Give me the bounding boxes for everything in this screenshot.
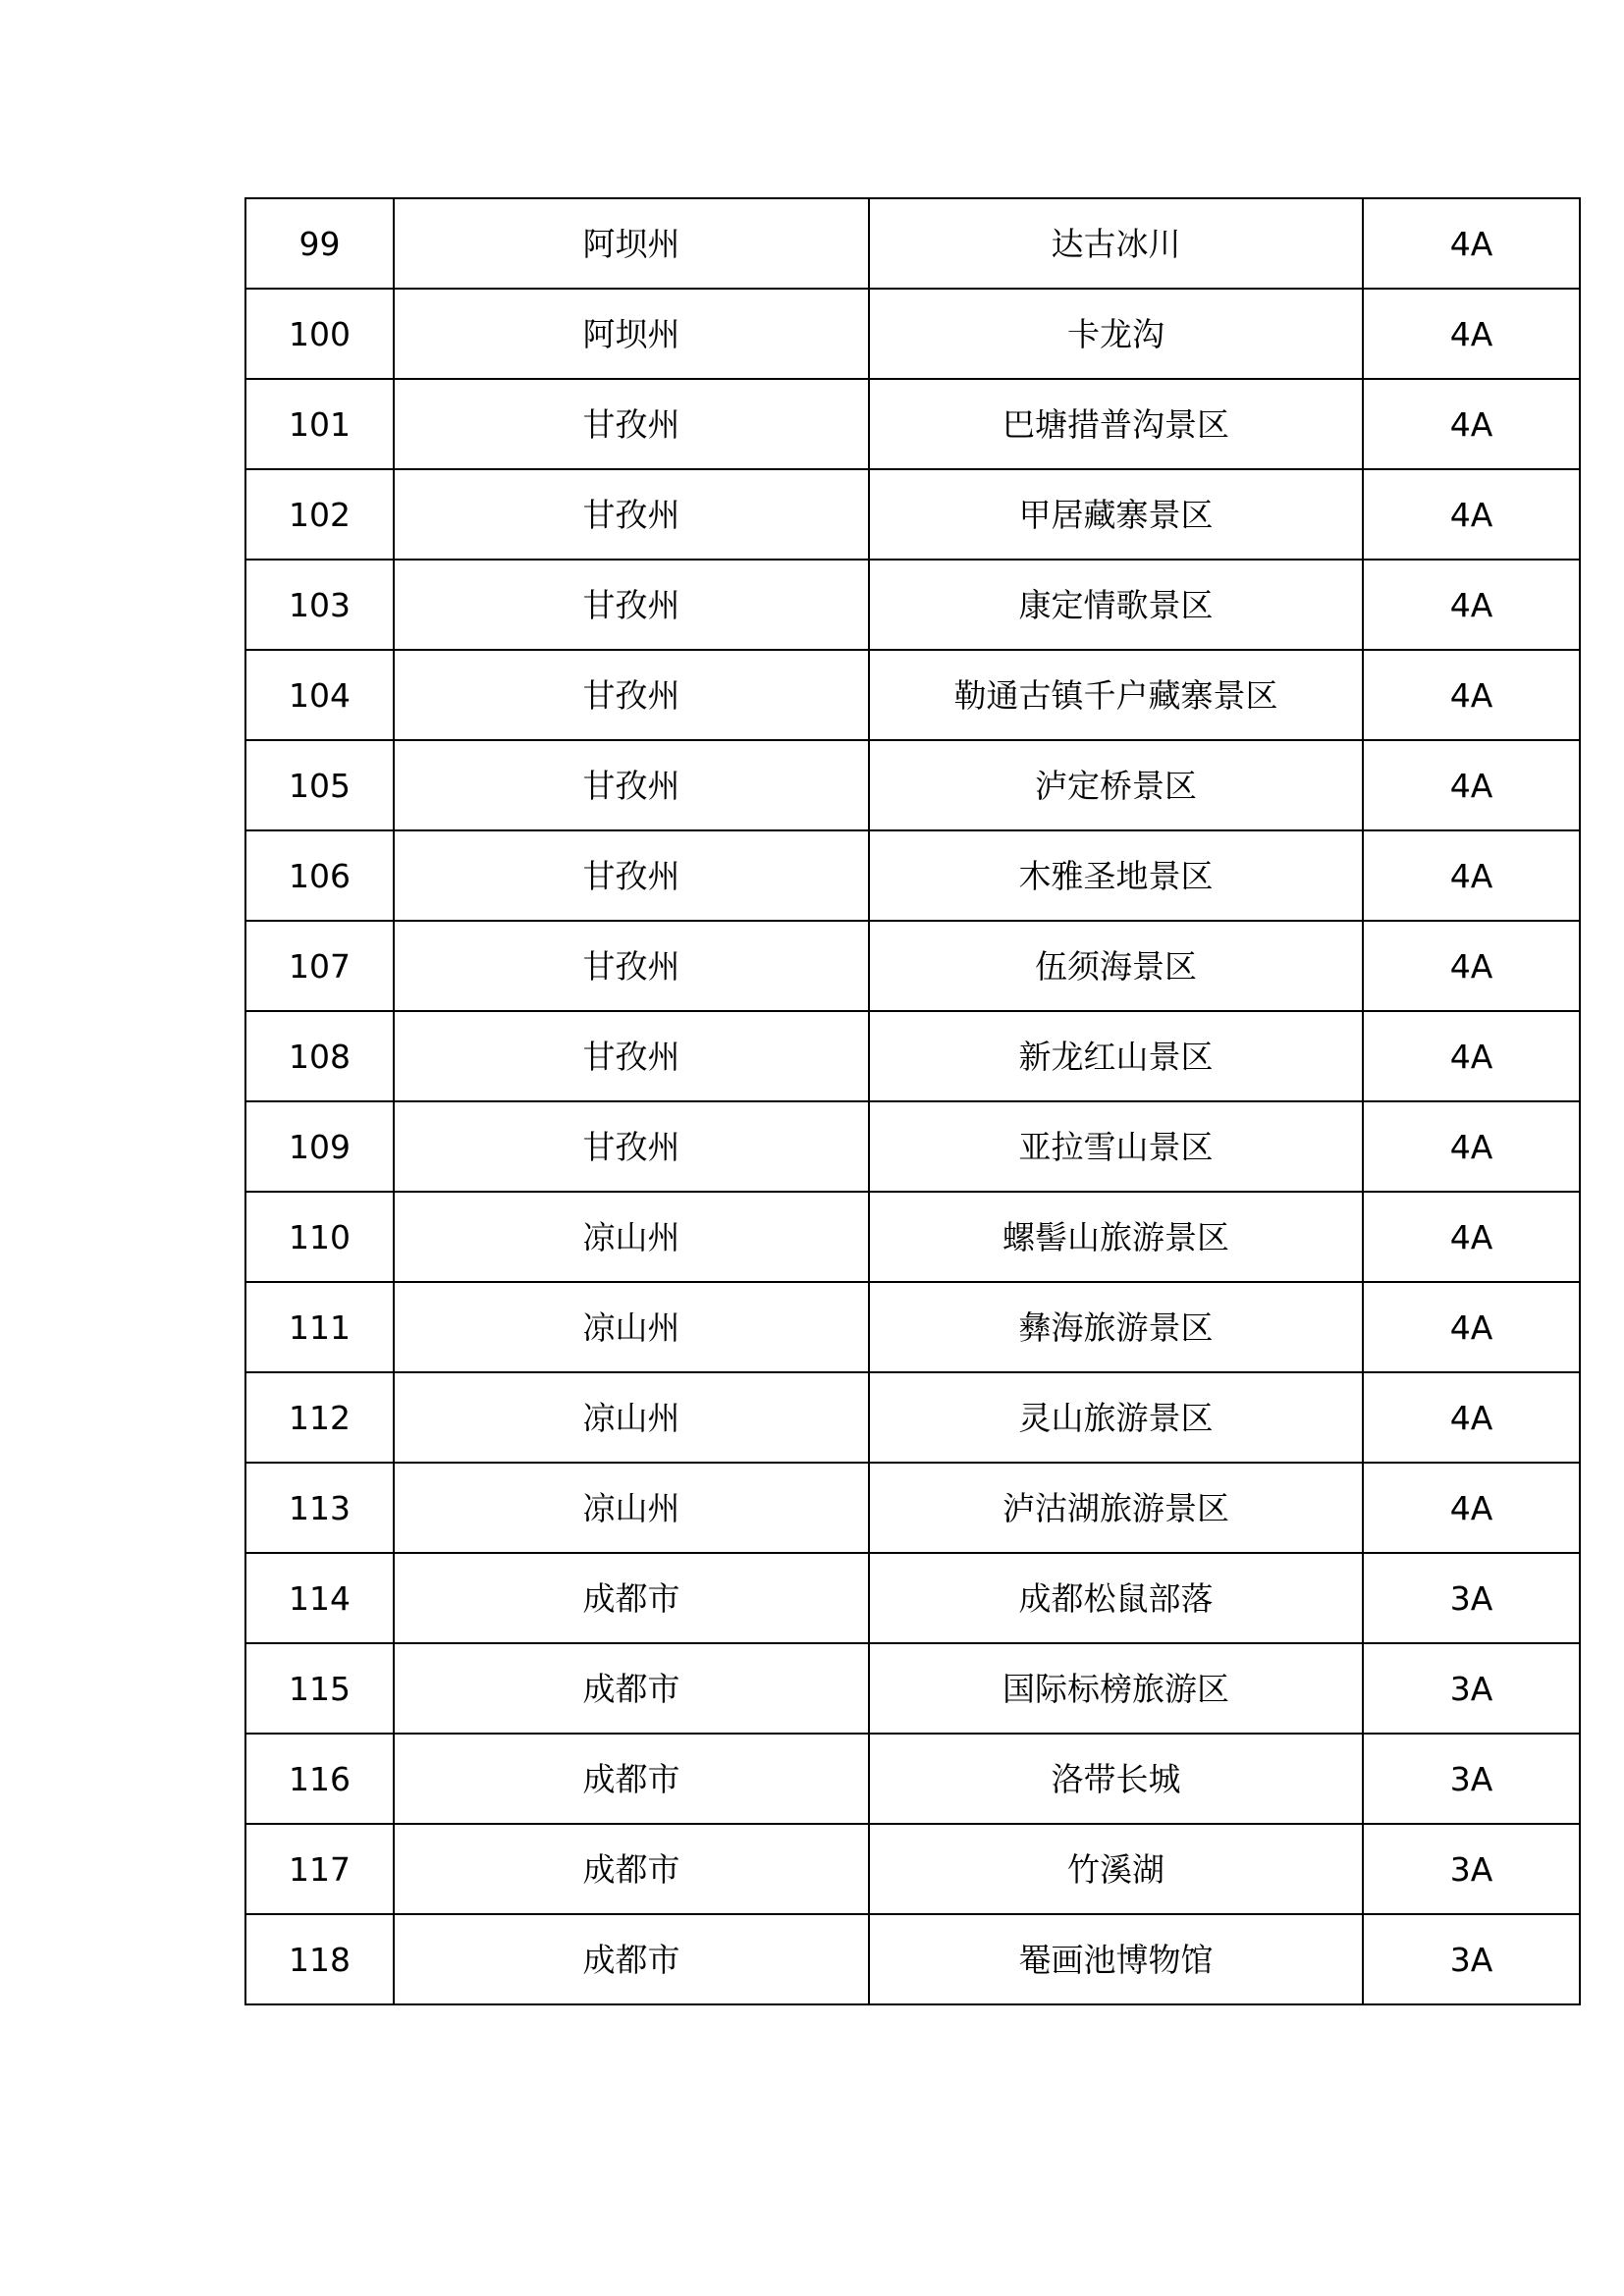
region-cell: 凉山州 bbox=[394, 1192, 869, 1282]
region-cell: 甘孜州 bbox=[394, 830, 869, 921]
grade-level-cell: 4A bbox=[1363, 1372, 1580, 1463]
grade-level-cell: 4A bbox=[1363, 560, 1580, 650]
grade-level-cell: 3A bbox=[1363, 1824, 1580, 1914]
serial-number-cell: 104 bbox=[245, 650, 394, 740]
table-row bbox=[245, 1011, 1580, 1101]
table-row bbox=[245, 1101, 1580, 1192]
serial-number-cell: 103 bbox=[245, 560, 394, 650]
region-cell: 成都市 bbox=[394, 1734, 869, 1824]
grade-level-cell: 4A bbox=[1363, 1101, 1580, 1192]
grade-level-cell: 4A bbox=[1363, 650, 1580, 740]
scenic-name-cell: 康定情歌景区 bbox=[869, 560, 1363, 650]
table-row bbox=[245, 1553, 1580, 1643]
grade-level-cell: 4A bbox=[1363, 289, 1580, 379]
scenic-name-cell: 灵山旅游景区 bbox=[869, 1372, 1363, 1463]
grade-level-cell: 3A bbox=[1363, 1553, 1580, 1643]
region-cell: 成都市 bbox=[394, 1553, 869, 1643]
scenic-name-cell: 达古冰川 bbox=[869, 198, 1363, 289]
serial-number-cell: 108 bbox=[245, 1011, 394, 1101]
serial-number-cell: 114 bbox=[245, 1553, 394, 1643]
scenic-name-cell: 卡龙沟 bbox=[869, 289, 1363, 379]
region-cell: 成都市 bbox=[394, 1914, 869, 2004]
table-row bbox=[245, 740, 1580, 830]
serial-number-cell: 106 bbox=[245, 830, 394, 921]
table-row bbox=[245, 1914, 1580, 2004]
serial-number-cell: 110 bbox=[245, 1192, 394, 1282]
table-row bbox=[245, 1192, 1580, 1282]
region-cell: 甘孜州 bbox=[394, 560, 869, 650]
scenic-name-cell: 伍须海景区 bbox=[869, 921, 1363, 1011]
scenic-name-cell: 竹溪湖 bbox=[869, 1824, 1363, 1914]
scenic-name-cell: 洛带长城 bbox=[869, 1734, 1363, 1824]
serial-number-cell: 111 bbox=[245, 1282, 394, 1372]
scenic-area-table bbox=[244, 197, 1581, 2005]
scenic-name-cell: 螺髻山旅游景区 bbox=[869, 1192, 1363, 1282]
serial-number-cell: 99 bbox=[245, 198, 394, 289]
region-cell: 甘孜州 bbox=[394, 379, 869, 469]
region-cell: 甘孜州 bbox=[394, 1101, 869, 1192]
table-row bbox=[245, 1282, 1580, 1372]
scenic-name-cell: 木雅圣地景区 bbox=[869, 830, 1363, 921]
region-cell: 凉山州 bbox=[394, 1463, 869, 1553]
region-cell: 成都市 bbox=[394, 1643, 869, 1734]
grade-level-cell: 4A bbox=[1363, 740, 1580, 830]
table-row bbox=[245, 289, 1580, 379]
table-row bbox=[245, 650, 1580, 740]
grade-level-cell: 4A bbox=[1363, 1011, 1580, 1101]
region-cell: 甘孜州 bbox=[394, 650, 869, 740]
scenic-name-cell: 新龙红山景区 bbox=[869, 1011, 1363, 1101]
table-row bbox=[245, 198, 1580, 289]
region-cell: 成都市 bbox=[394, 1824, 869, 1914]
table-row bbox=[245, 921, 1580, 1011]
grade-level-cell: 3A bbox=[1363, 1734, 1580, 1824]
table-row bbox=[245, 560, 1580, 650]
serial-number-cell: 115 bbox=[245, 1643, 394, 1734]
table-row bbox=[245, 469, 1580, 560]
grade-level-cell: 3A bbox=[1363, 1914, 1580, 2004]
scenic-name-cell: 成都松鼠部落 bbox=[869, 1553, 1363, 1643]
table-row bbox=[245, 379, 1580, 469]
region-cell: 甘孜州 bbox=[394, 740, 869, 830]
serial-number-cell: 118 bbox=[245, 1914, 394, 2004]
region-cell: 阿坝州 bbox=[394, 198, 869, 289]
table-row bbox=[245, 1824, 1580, 1914]
grade-level-cell: 4A bbox=[1363, 469, 1580, 560]
table-row bbox=[245, 1372, 1580, 1463]
table-row bbox=[245, 1463, 1580, 1553]
serial-number-cell: 116 bbox=[245, 1734, 394, 1824]
grade-level-cell: 4A bbox=[1363, 830, 1580, 921]
scenic-name-cell: 泸沽湖旅游景区 bbox=[869, 1463, 1363, 1553]
scenic-name-cell: 巴塘措普沟景区 bbox=[869, 379, 1363, 469]
grade-level-cell: 4A bbox=[1363, 379, 1580, 469]
serial-number-cell: 117 bbox=[245, 1824, 394, 1914]
serial-number-cell: 107 bbox=[245, 921, 394, 1011]
grade-level-cell: 3A bbox=[1363, 1643, 1580, 1734]
table-row bbox=[245, 830, 1580, 921]
region-cell: 甘孜州 bbox=[394, 469, 869, 560]
grade-level-cell: 4A bbox=[1363, 921, 1580, 1011]
table-row bbox=[245, 1643, 1580, 1734]
grade-level-cell: 4A bbox=[1363, 1463, 1580, 1553]
scenic-name-cell: 勒通古镇千户藏寨景区 bbox=[869, 650, 1363, 740]
serial-number-cell: 100 bbox=[245, 289, 394, 379]
scenic-name-cell: 甲居藏寨景区 bbox=[869, 469, 1363, 560]
scenic-name-cell: 罨画池博物馆 bbox=[869, 1914, 1363, 2004]
grade-level-cell: 4A bbox=[1363, 198, 1580, 289]
scenic-name-cell: 彝海旅游景区 bbox=[869, 1282, 1363, 1372]
region-cell: 甘孜州 bbox=[394, 921, 869, 1011]
serial-number-cell: 113 bbox=[245, 1463, 394, 1553]
scenic-name-cell: 泸定桥景区 bbox=[869, 740, 1363, 830]
serial-number-cell: 112 bbox=[245, 1372, 394, 1463]
region-cell: 凉山州 bbox=[394, 1282, 869, 1372]
grade-level-cell: 4A bbox=[1363, 1192, 1580, 1282]
serial-number-cell: 109 bbox=[245, 1101, 394, 1192]
region-cell: 凉山州 bbox=[394, 1372, 869, 1463]
table-row bbox=[245, 1734, 1580, 1824]
grade-level-cell: 4A bbox=[1363, 1282, 1580, 1372]
region-cell: 阿坝州 bbox=[394, 289, 869, 379]
serial-number-cell: 101 bbox=[245, 379, 394, 469]
serial-number-cell: 102 bbox=[245, 469, 394, 560]
scenic-name-cell: 亚拉雪山景区 bbox=[869, 1101, 1363, 1192]
serial-number-cell: 105 bbox=[245, 740, 394, 830]
region-cell: 甘孜州 bbox=[394, 1011, 869, 1101]
scenic-name-cell: 国际标榜旅游区 bbox=[869, 1643, 1363, 1734]
